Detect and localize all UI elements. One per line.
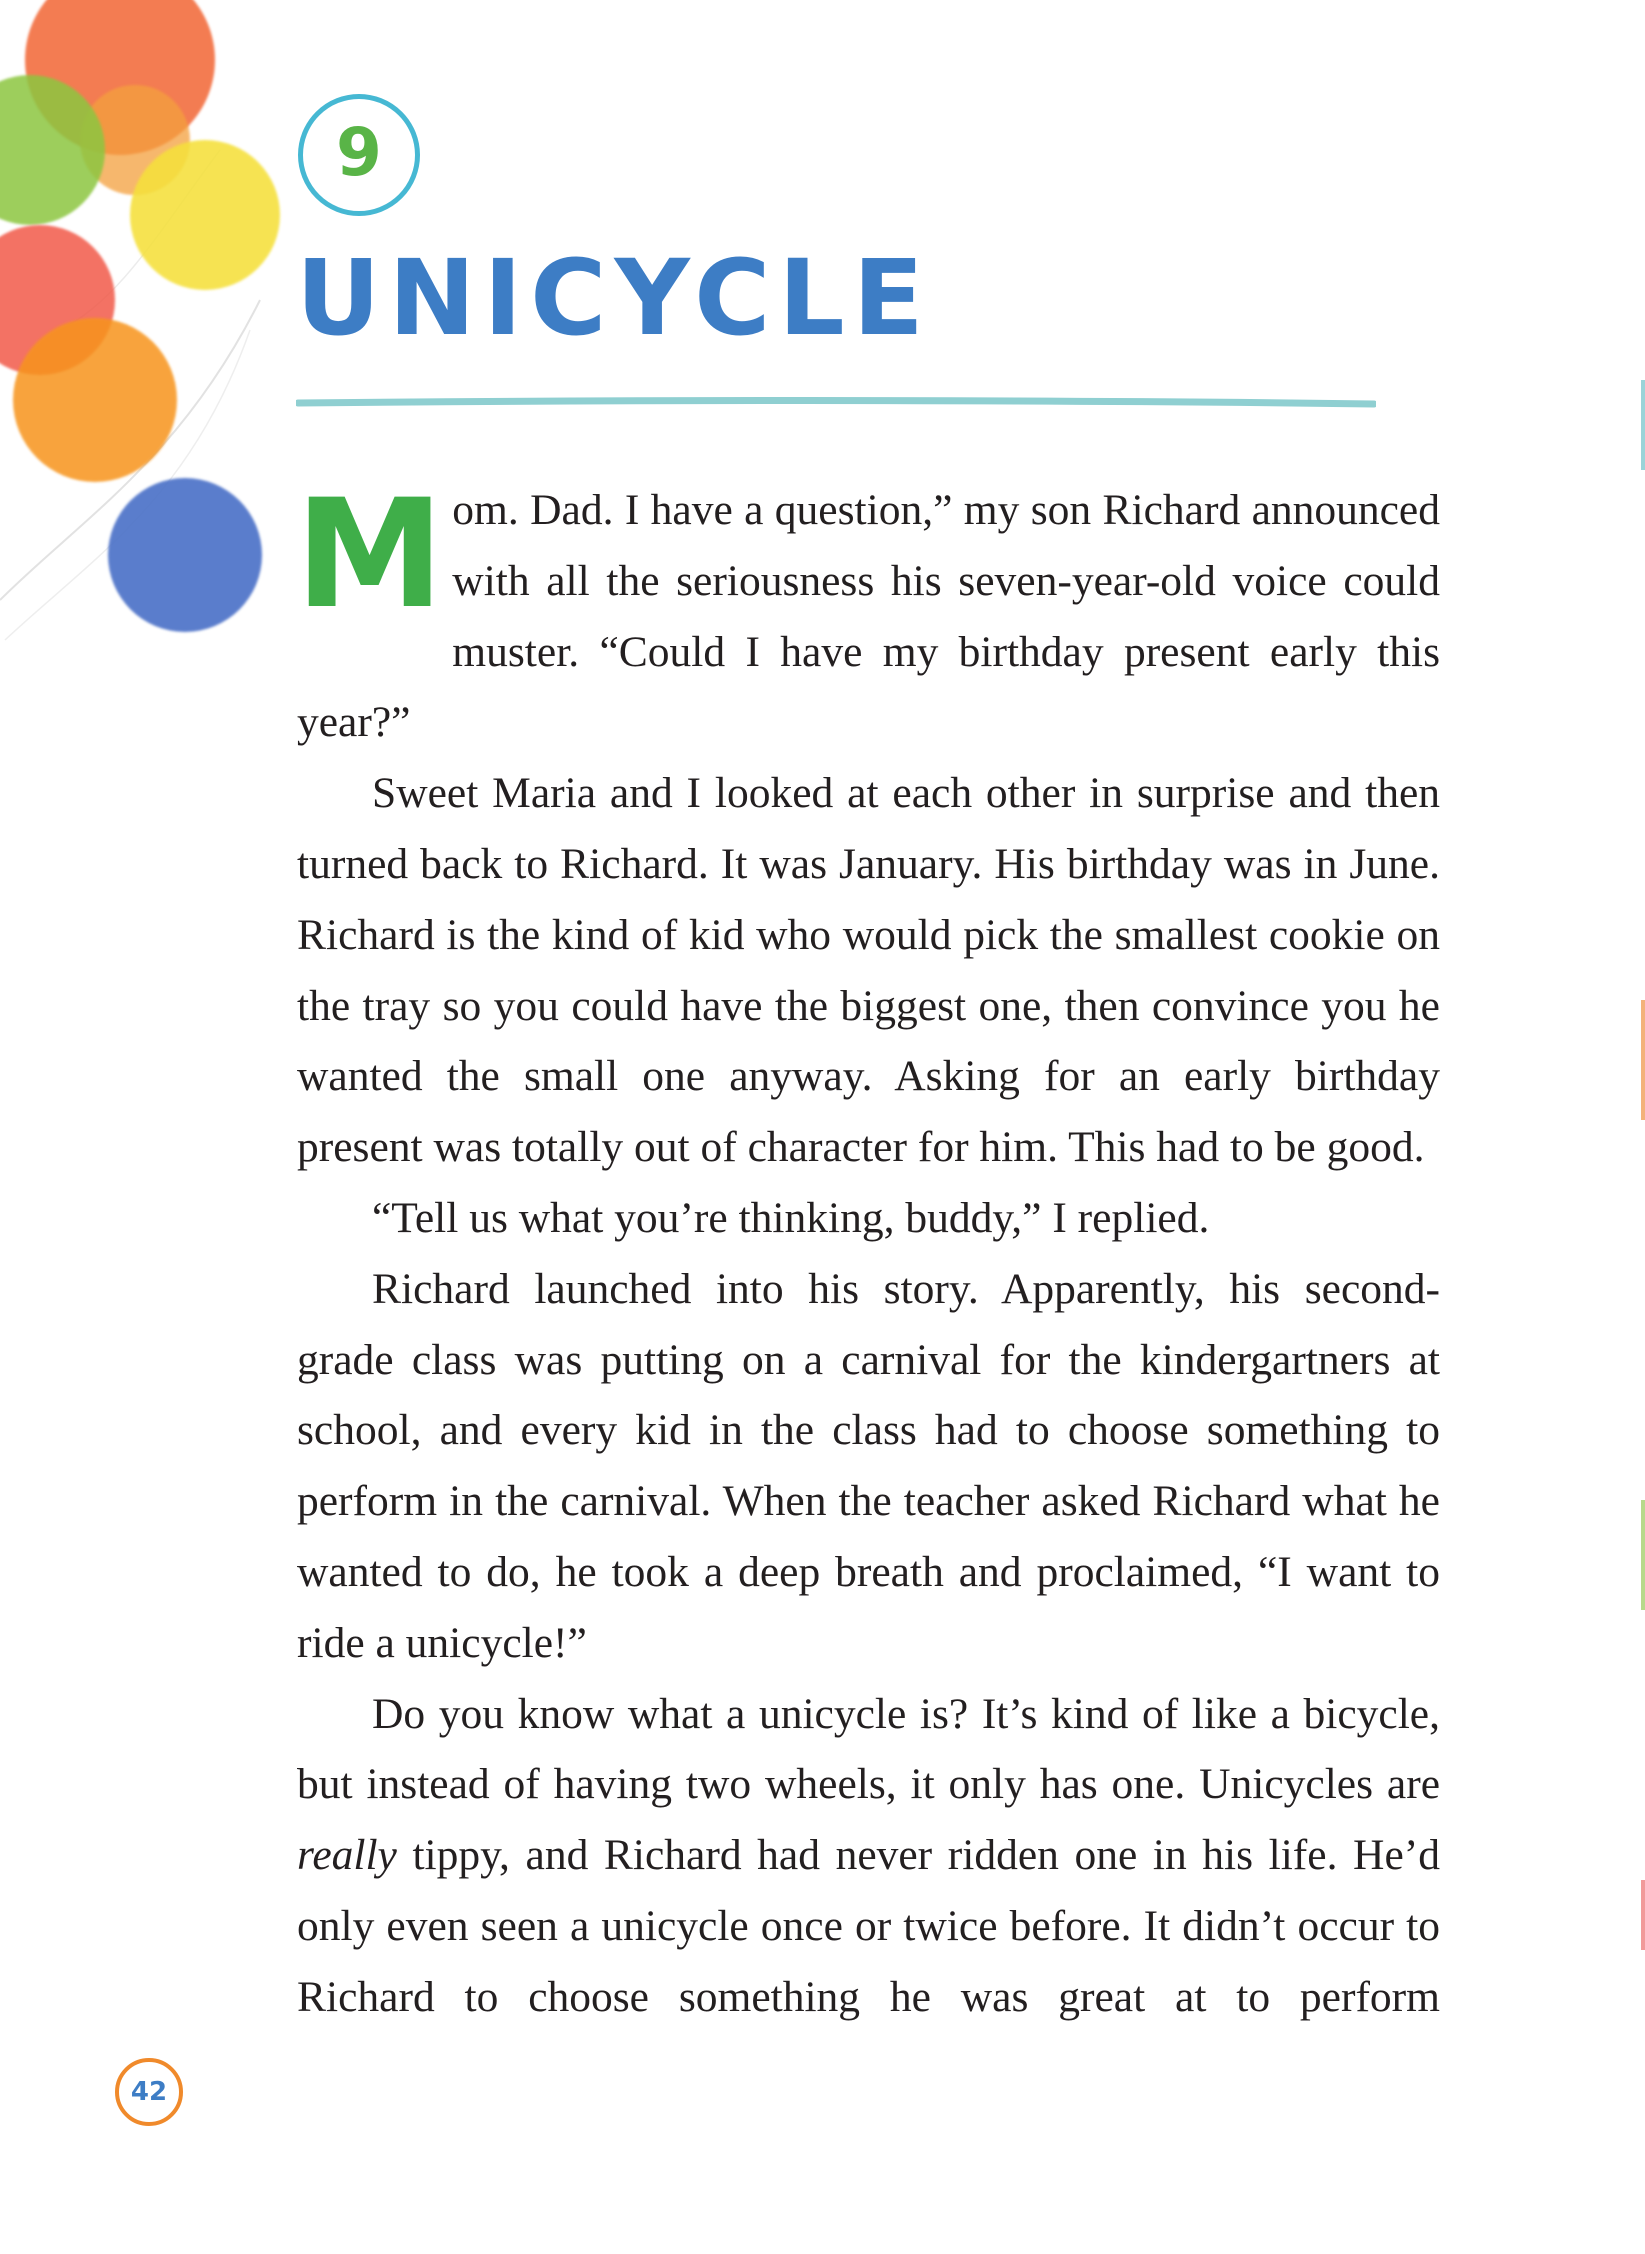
title-underline-rule — [296, 396, 1376, 410]
yellow-dot — [130, 140, 280, 290]
page-number-badge — [115, 2058, 183, 2126]
page-edge-color-marks — [1639, 0, 1645, 2254]
chapter-number-badge — [298, 94, 420, 216]
blue-dot — [108, 478, 262, 632]
chapter-title: UNICYCLE — [296, 237, 932, 359]
paragraph: “Tell us what you’re thinking, buddy,” I replied. — [372, 1193, 1210, 1242]
chapter-number: 9 — [336, 114, 382, 191]
paragraph: Sweet Maria and I looked at each other in surprise and then turned back to Richard. It was January. His birthday was in June. Richard is the kind of kid who would pick the smallest cookie on the tray so you could have the biggest one, then convince you he wanted the small one anyway. Asking for an early birthday present was totally out of character for him. This had to be good. — [297, 769, 1440, 1172]
paragraph: Mom. Dad. I have a question,” my son Richard announced with all the seriousness his seven-year-old voice could muster. “Could I have my birthday present early this year?” — [295, 468, 1440, 747]
story-body — [295, 468, 1440, 2033]
paragraph: Do you know what a unicycle is? It’s kind of like a bicycle, but instead of having two wheels, it only has one. Unicycles are really tippy, and Richard had never ridden one in his life. He’d only even seen a unicycle once or twice before. It didn’t occur to Richard to choose something he was great at to perform — [297, 1689, 1440, 2021]
drop-cap: M — [295, 468, 445, 642]
paragraph: Richard launched into his story. Apparently, his second-grade class was putting on a carnival for the kindergartners at school, and every kid in the class had to choose something to perform in the carnival. When the teacher asked Richard what he wanted to do, he took a deep breath and proclaimed, “I want to ride a unicycle!” — [297, 1264, 1440, 1667]
italic-emphasis: really — [297, 1831, 397, 1880]
page-number: 42 — [130, 2077, 168, 2107]
watercolor-dots-decoration — [0, 0, 300, 680]
orange-large-dot — [13, 318, 177, 482]
